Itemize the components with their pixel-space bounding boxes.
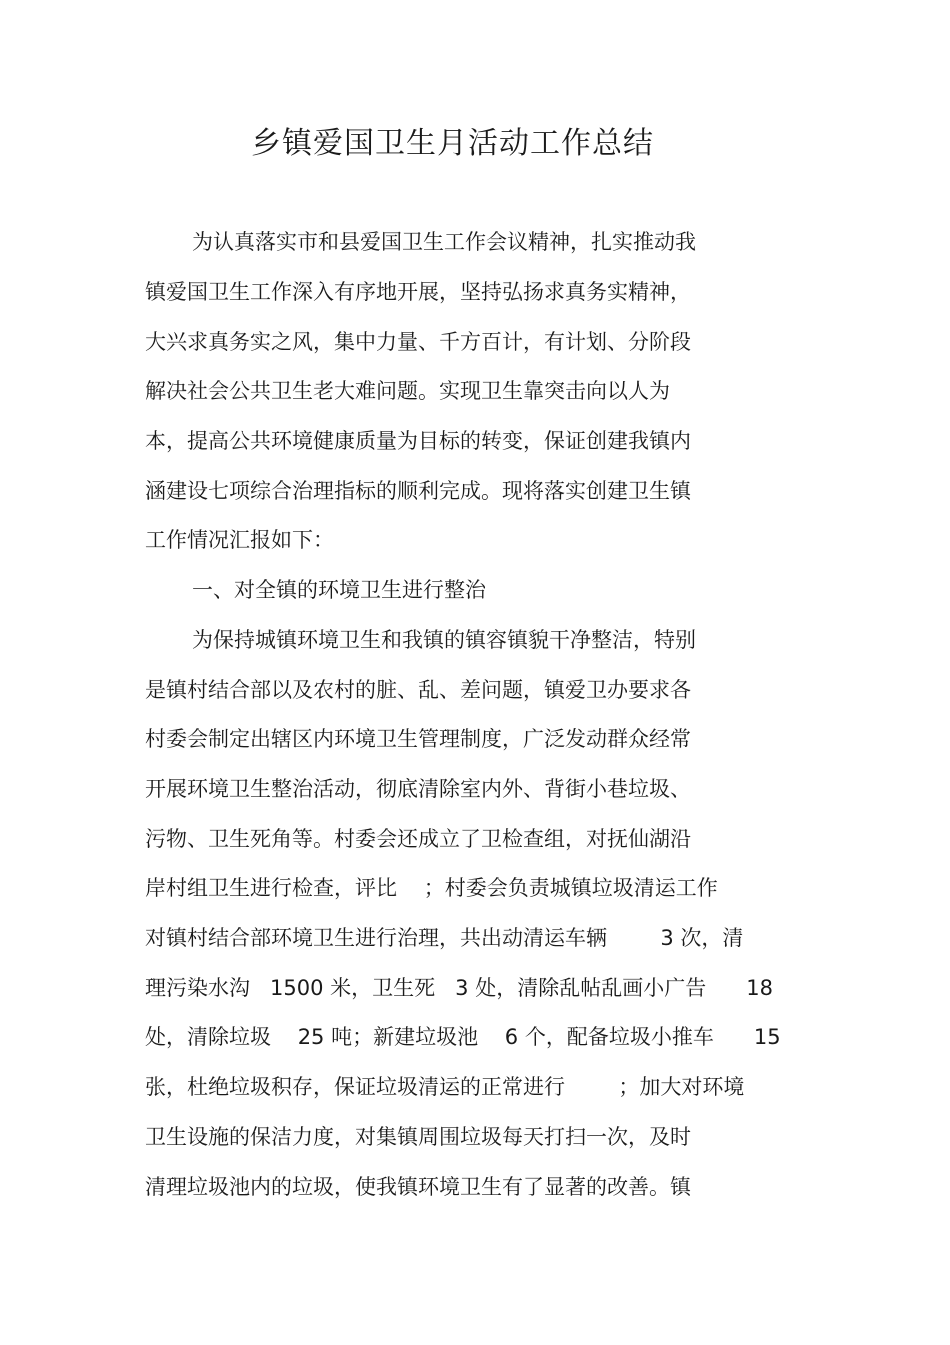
paragraph-line: 卫生设施的保洁力度，对集镇周围垃圾每天打扫一次，及时 <box>145 1125 691 1149</box>
paragraph-line: 涵建设七项综合治理指标的顺利完成。现将落实创建卫生镇 <box>145 479 691 503</box>
paragraph-line: 理污染水沟 1500 米，卫生死 3 处，清除乱帖乱画小广告 18 <box>145 976 773 1000</box>
paragraph-line: 张，杜绝垃圾积存，保证垃圾清运的正常进行 ；加大对环境 <box>145 1075 745 1099</box>
paragraph-line: 为认真落实市和县爱国卫生工作会议精神，扎实推动我 <box>192 230 696 254</box>
paragraph-line: 污物、卫生死角等。村委会还成立了卫检查组，对抚仙湖沿 <box>145 827 691 851</box>
paragraph-line: 开展环境卫生整治活动，彻底清除室内外、背街小巷垃圾、 <box>145 777 691 801</box>
paragraph-line: 处，清除垃圾 25 吨；新建垃圾池 6 个，配备垃圾小推车 15 <box>145 1025 781 1049</box>
paragraph-line: 是镇村结合部以及农村的脏、乱、差问题，镇爱卫办要求各 <box>145 678 691 702</box>
paragraph-line: 清理垃圾池内的垃圾，使我镇环境卫生有了显著的改善。镇 <box>145 1175 691 1199</box>
paragraph-line: 为保持城镇环境卫生和我镇的镇容镇貌干净整洁，特别 <box>192 628 696 652</box>
paragraph-line: 解决社会公共卫生老大难问题。实现卫生靠突击向以人为 <box>145 379 670 403</box>
paragraph-line: 镇爱国卫生工作深入有序地开展，坚持弘扬求真务实精神， <box>145 280 691 304</box>
paragraph-line: 大兴求真务实之风，集中力量、千方百计，有计划、分阶段 <box>145 330 691 354</box>
document-title: 乡镇爱国卫生月活动工作总结 <box>251 126 654 161</box>
paragraph-line: 村委会制定出辖区内环境卫生管理制度，广泛发动群众经常 <box>145 727 691 751</box>
section-heading: 一、对全镇的环境卫生进行整治 <box>192 578 486 602</box>
paragraph-line: 本，提高公共环境健康质量为目标的转变，保证创建我镇内 <box>145 429 691 453</box>
paragraph-line: 岸村组卫生进行检查，评比 ；村委会负责城镇垃圾清运工作 <box>145 876 718 900</box>
paragraph-line: 对镇村结合部环境卫生进行治理，共出动清运车辆 3 次，清 <box>145 926 744 950</box>
paragraph-line: 工作情况汇报如下： <box>145 528 334 552</box>
